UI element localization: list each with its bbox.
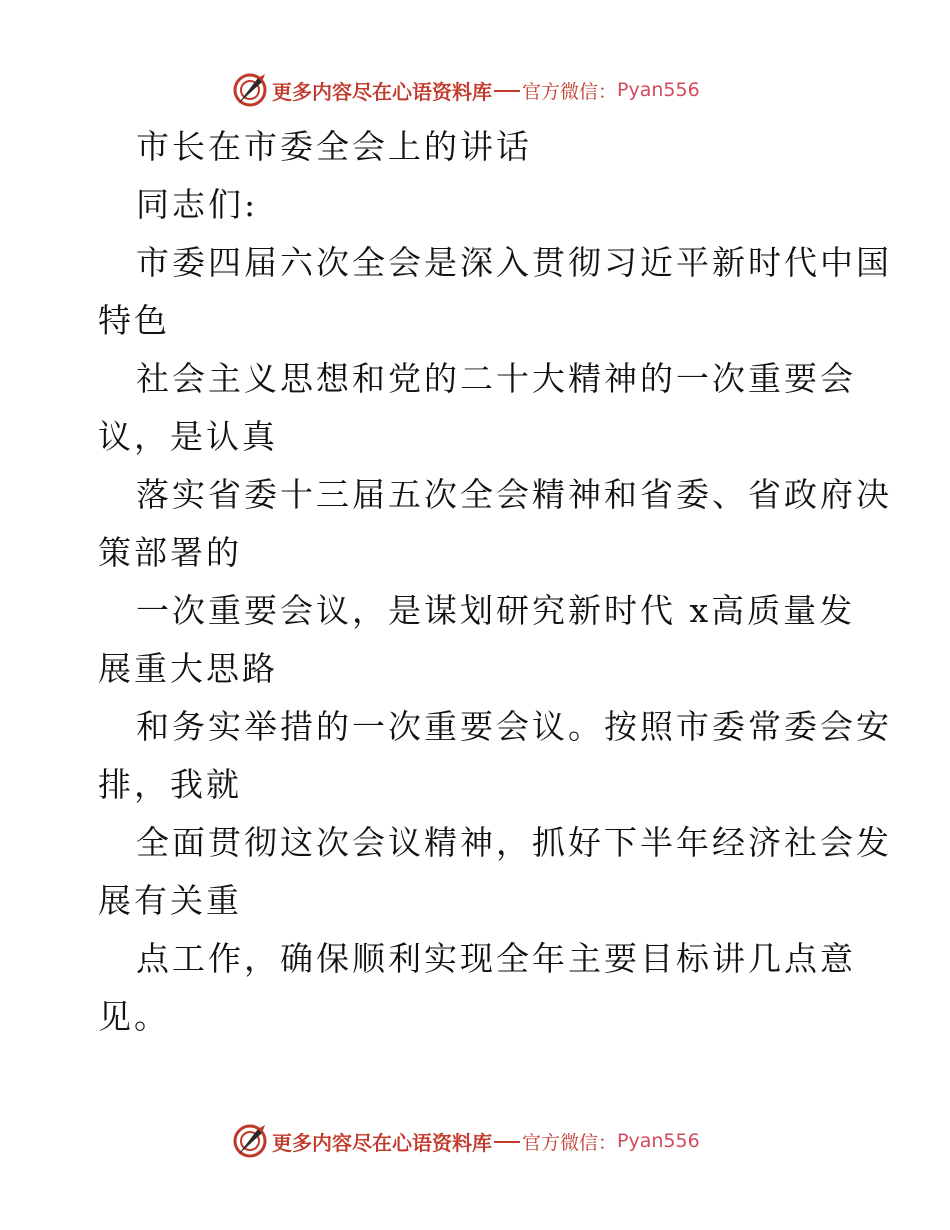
document-line: 特色 bbox=[98, 301, 170, 340]
banner-sub-text: 官方微信： bbox=[522, 80, 618, 103]
document-line: 一次重要会议，是谋划研究新时代 x高质量发 bbox=[136, 591, 856, 630]
document-line: 社会主义思想和党的二十大精神的一次重要会 bbox=[136, 359, 856, 398]
document-line: 市长在市委全会上的讲话 bbox=[136, 127, 532, 166]
document-line: 见。 bbox=[98, 997, 170, 1036]
document-line: 点工作，确保顺利实现全年主要目标讲几点意 bbox=[136, 939, 856, 978]
document-line: 议，是认真 bbox=[98, 417, 278, 456]
document-line: 同志们: bbox=[136, 185, 259, 224]
document-line: 策部署的 bbox=[98, 533, 242, 572]
header-watermark-banner bbox=[232, 70, 700, 110]
document-line: 和务实举措的一次重要会议。按照市委常委会安 bbox=[136, 707, 892, 746]
banner-main-text: 更多内容尽在心语资料库 bbox=[272, 79, 492, 104]
banner-main-text: 更多内容尽在心语资料库 bbox=[272, 1130, 492, 1155]
document-line: 展有关重 bbox=[98, 881, 242, 920]
quill-logo-icon bbox=[232, 1123, 268, 1159]
banner-wechat-id: Pyan556 bbox=[617, 79, 700, 101]
document-line: 全面贯彻这次会议精神，抓好下半年经济社会发 bbox=[136, 823, 892, 862]
banner-wechat-id: Pyan556 bbox=[617, 1130, 700, 1152]
footer-watermark-banner bbox=[232, 1121, 700, 1161]
banner-dash bbox=[494, 90, 520, 92]
banner-dash bbox=[494, 1141, 520, 1143]
document-line: 排，我就 bbox=[98, 765, 242, 804]
quill-logo-icon bbox=[232, 72, 268, 108]
banner-sub-text: 官方微信： bbox=[522, 1131, 618, 1154]
document-line: 市委四届六次全会是深入贯彻习近平新时代中国 bbox=[136, 243, 892, 282]
document-body bbox=[98, 118, 892, 1046]
document-line: 落实省委十三届五次全会精神和省委、省政府决 bbox=[136, 475, 892, 514]
document-line: 展重大思路 bbox=[98, 649, 278, 688]
